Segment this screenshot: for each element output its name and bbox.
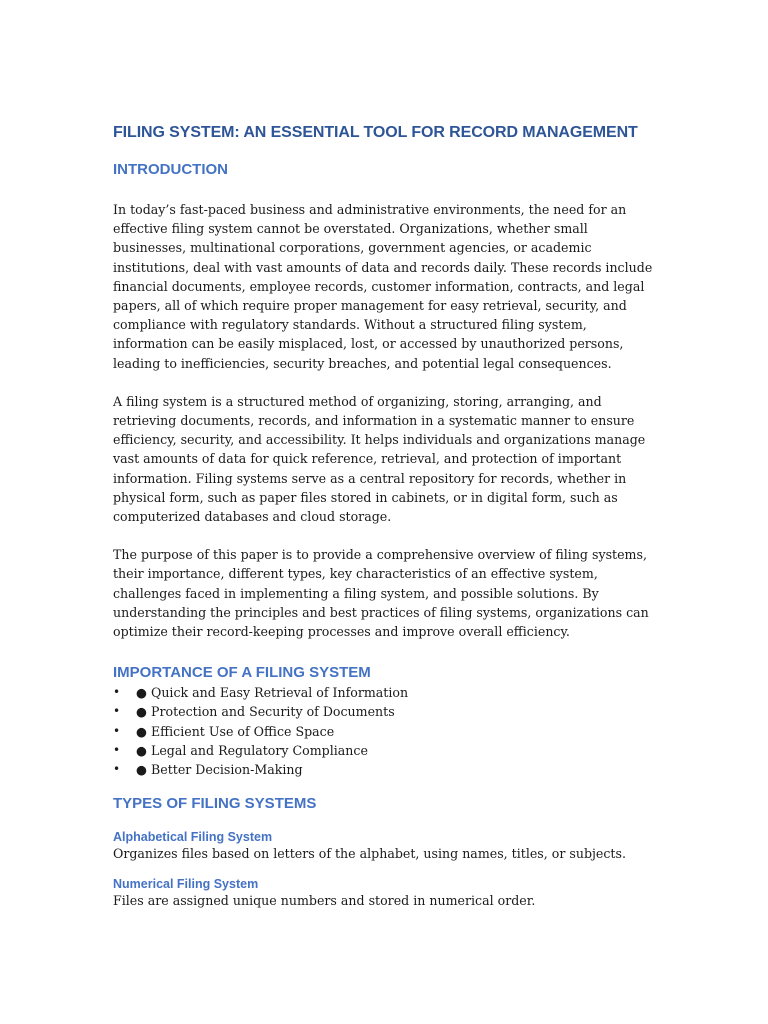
bullet-icon: •	[113, 704, 121, 719]
list-item-text: ● Better Decision-Making	[136, 762, 303, 778]
document-body	[113, 124, 658, 911]
alphabetical-text: Organizes files based on letters of the alphabet, using names, titles, or subjects.	[113, 846, 626, 862]
list-item-text: ● Legal and Regulatory Compliance	[136, 742, 368, 758]
list-item	[113, 722, 658, 741]
importance-heading: IMPORTANCE OF A FILING SYSTEM	[113, 664, 371, 682]
list-item-text: ● Efficient Use of Office Space	[136, 723, 335, 739]
importance-list	[113, 683, 658, 779]
intro-paragraph-2: A filing system is a structured method of organizing, storing, arranging, and retrieving documents, records, and information in a systematic manner to ensure efficiency, security, and accessibility. It helps individuals and organizations manage vast amounts of data for quick reference, retrieval, and protection of important information. Filing systems serve as a central repository for records, whether in physical form, such as paper files stored in cabinets, or in digital form, such as computerized databases and cloud storage.	[113, 393, 646, 525]
list-item-text: ● Quick and Easy Retrieval of Information	[136, 685, 409, 701]
list-item	[113, 760, 658, 779]
list-item	[113, 741, 658, 760]
alphabetical-heading: Alphabetical Filing System	[113, 830, 273, 845]
list-item	[113, 683, 658, 702]
list-item-text: ● Protection and Security of Documents	[136, 704, 395, 720]
intro-paragraph-1: In today’s fast-paced business and administrative environments, the need for an effective filing system cannot be overstated. Organizations, whether small businesses, multinational corporations, government agencies, or academic institutions, deal with vast amounts of data and records daily. These records include financial documents, employee records, customer information, contracts, and legal papers, all of which require proper management for easy retrieval, security, and compliance with regulatory standards. Without a structured filing system, information can be easily misplaced, lost, or accessed by unauthorized persons, leading to inefficiencies, security breaches, and potential legal consequences.	[113, 202, 653, 371]
bullet-icon: •	[113, 762, 121, 777]
document-title: FILING SYSTEM: AN ESSENTIAL TOOL FOR RECORD MANAGEMENT	[113, 124, 638, 141]
list-item	[113, 702, 658, 721]
bullet-icon: •	[113, 723, 121, 738]
numerical-heading: Numerical Filing System	[113, 877, 259, 892]
bullet-icon: •	[113, 685, 121, 700]
intro-paragraph-3: The purpose of this paper is to provide a comprehensive overview of filing systems, their importance, different types, key characteristics of an effective system, challenges faced in implementing a filing system, and possible solutions. By understanding the principles and best practices of filing systems, organizations can optimize their record-keeping processes and improve overall efficiency.	[113, 547, 649, 640]
types-heading: TYPES OF FILING SYSTEMS	[113, 795, 317, 813]
introduction-heading: INTRODUCTION	[113, 161, 228, 178]
bullet-icon: •	[113, 742, 121, 757]
numerical-text: Files are assigned unique numbers and stored in numerical order.	[113, 893, 536, 909]
